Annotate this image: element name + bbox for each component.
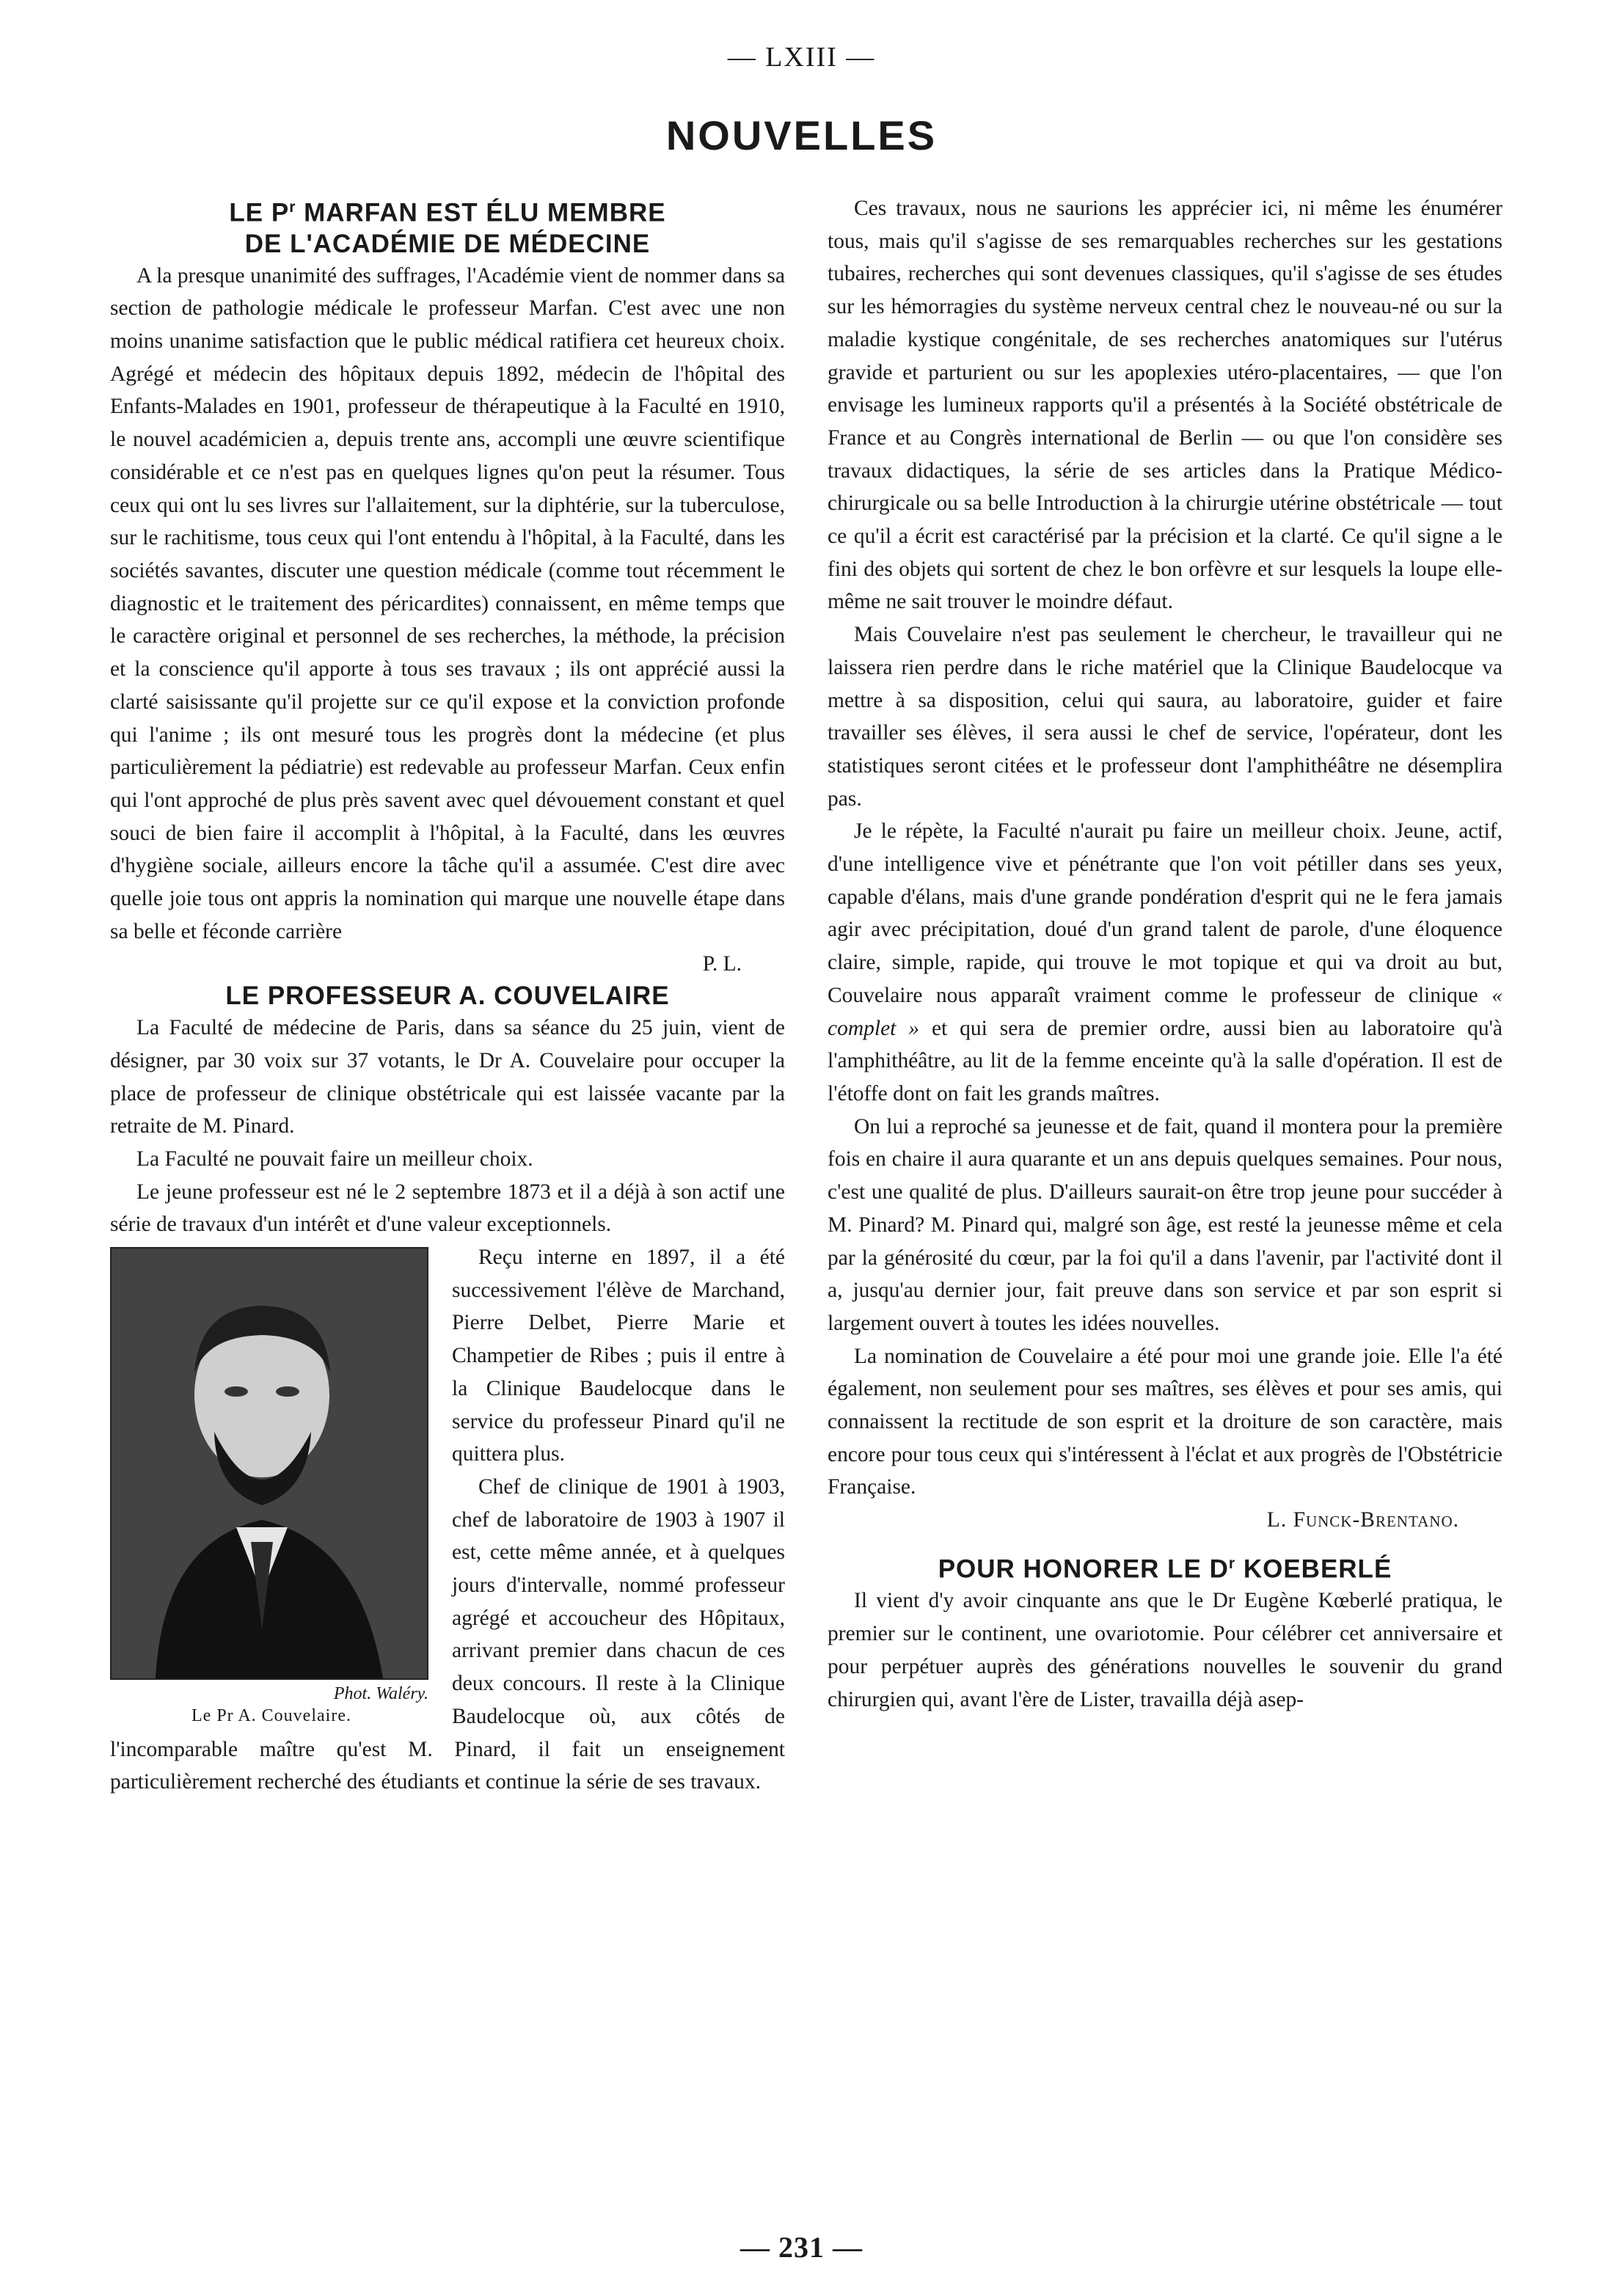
paragraph: La nomination de Couvelaire a été pour moi une grande joie. Elle l'a été également, non seulement pour ses maîtres, ses élèves et pour ses amis, qui connaissent la rectitude de son esprit et la droiture de son caractère, mais encore pour tous ceux qui s'intéressent à l'éclat et aux progrès de l'Obstétricie Française. xyxy=(828,1344,1502,1499)
right-column xyxy=(828,192,1502,1716)
heading-rest: KOEBERLÉ xyxy=(1235,1554,1392,1584)
heading-prefix: LE P xyxy=(229,198,290,227)
heading-rest: MARFAN EST ÉLU MEMBRE xyxy=(296,198,666,227)
page-number: — 231 — xyxy=(740,2231,863,2264)
heading-line2: DE L'ACADÉMIE DE MÉDECINE xyxy=(244,229,651,258)
paragraph: Le jeune professeur est né le 2 septembre 1873 et il a déjà à son actif une série de travaux d'un intérêt et d'une valeur exceptionnels. xyxy=(110,1180,785,1237)
emphasis-complet: « complet » xyxy=(828,983,1502,1040)
heading-sup: r xyxy=(289,199,296,216)
article-heading-koeberle xyxy=(828,1549,1502,1585)
page-header-roman: — LXIII — xyxy=(727,42,876,73)
paragraph-part: et qui sera de premier ordre, aussi bien au laboratoire qu'à l'amphithéâtre, au lit de la femme enceinte qu'à la salle d'opération. Il est de l'étoffe dont on fait les grands maîtres. xyxy=(828,1016,1502,1105)
heading-sup: r xyxy=(1228,1554,1236,1572)
paragraph: Reçu interne en 1897, il a été successivement l'élève de Marchand, Pierre Delbet, Pierre Marie et Champetier de Ribes ; puis il entre à la Clinique Baudelocque dans le service du professeur Pinard qu'il ne quittera plus. xyxy=(452,1246,785,1466)
section-title: NOUVELLES xyxy=(665,112,938,158)
paragraph: Chef de clinique de 1901 à 1903, chef de laboratoire de 1903 à 1907 il est, cette même année, et à quelques jours d'intervalle, nommé professeur agrégé et accoucheur des Hôpitaux, arrivant premier dans chacun de ces deux concours. Il reste à la Clinique Baudelocque où, aux côtés de l'incomparable maître qu'est M. Pinard, il fait un enseignement particulièrement recherché des étudiants et continue la série de ses travaux. xyxy=(110,1474,785,1794)
paragraph: La Faculté ne pouvait faire un meilleur choix. xyxy=(136,1147,533,1171)
signature-text: L. Funck-Brentano. xyxy=(1266,1508,1459,1532)
heading-prefix: POUR HONORER LE D xyxy=(938,1554,1229,1584)
portrait-illustration xyxy=(112,1248,427,1678)
paragraph-part: Je le répète, la Faculté n'aurait pu faire un meilleur choix. Jeune, actif, d'une intelligence vive et pénétrante que l'on voit pétiller dans ses yeux, capable d'élans, mais d'une grande pondération d'esprit qui ne le fera jamais agir avec précipitation, doué d'un grand talent de parole, d'une éloquence claire, simple, rapide, qui trouve le mot topique et qui va droit au but, Couvelaire nous apparaît vraiment comme le professeur de clinique xyxy=(828,819,1502,1007)
paragraph xyxy=(828,815,1502,1110)
left-column xyxy=(110,192,785,1799)
article-heading-marfan xyxy=(110,192,785,260)
signature-text: P. L. xyxy=(702,952,742,976)
photo-caption: Le Pr A. Couvelaire. xyxy=(191,1706,351,1726)
portrait-photo xyxy=(110,1247,428,1680)
article-heading-couvelaire: LE PROFESSEUR A. COUVELAIRE xyxy=(225,981,670,1011)
paragraph: Mais Couvelaire n'est pas seulement le chercheur, le travailleur qui ne laissera rien perdre dans le riche matériel que la Clinique Baudelocque va mettre à sa disposition, celui qui saura, au laboratoire, guider et faire travailler ses élèves, il sera aussi le chef de service, l'opérateur, dont les statistiques seront citées et le professeur dont l'amphithéâtre ne désemplira pas. xyxy=(828,623,1502,811)
paragraph: La Faculté de médecine de Paris, dans sa séance du 25 juin, vient de désigner, par 30 voix sur 37 votants, le Dr A. Couvelaire pour occuper la place de professeur de clinique obstétricale qui est laissée vacante par la retraite de M. Pinard. xyxy=(110,1016,785,1138)
paragraph: On lui a reproché sa jeunesse et de fait, quand il montera pour la première fois en chaire il aura quarante et un ans depuis quelques semaines. Pour nous, c'est une qualité de plus. D'ailleurs saurait-on être trop jeune pour succéder à M. Pinard? M. Pinard qui, malgré son âge, est resté la jeunesse même et cela par la générosité du cœur, par la foi qu'il a dans l'avenir, par l'activité dont il a, jusqu'au dernier jour, fait preuve dans son service et par son esprit si largement ouvert à toutes les idées nouvelles. xyxy=(828,1114,1502,1335)
paragraph: Il vient d'y avoir cinquante ans que le Dr Eugène Kœberlé pratiqua, le premier sur le continent, une ovariotomie. Pour célébrer cet anniversaire et pour perpétuer auprès des générations nouvelles le souvenir du grand chirurgien qui, avant l'ère de Lister, travailla déjà asep- xyxy=(828,1589,1502,1711)
signature-couvelaire xyxy=(828,1504,1502,1537)
paragraph: A la presque unanimité des suffrages, l'Académie vient de nommer dans sa section de pathologie médicale le professeur Marfan. C'est avec une non moins unanime satisfaction que le public médical ratifiera cet heureux choix. Agrégé et médecin des hôpitaux depuis 1892, médecin de l'hôpital des Enfants-Malades en 1901, professeur de thérapeutique à la Faculté en 1910, le nouvel académicien a, depuis trente ans, accompli une œuvre scientifique considérable et ce n'est pas en quelques lignes qu'on peut la résumer. Tous ceux qui ont lu ses livres sur l'allaitement, sur la diphtérie, sur la tuberculose, sur le rachitisme, tous ceux qui l'ont entendu à l'hôpital, à la Faculté, dans les sociétés savantes, discuter une question médicale (comme tout récemment le diagnostic et le traitement des péricardites) connaissent, en même temps que le caractère original et personnel de ses recherches, la méthode, la précision et la conscience qu'il apporte à tous ses travaux ; ils ont apprécié aussi la clarté saisissante qu'il projette sur ce qu'il expose et la conviction profonde qui l'anime ; ils ont mesuré tous les progrès dont la médecine (et plus particulièrement la pédiatrie) est redevable au professeur Marfan. Ceux enfin qui l'ont approché de plus près savent avec quel dévouement constant et quel souci de bien faire il accomplit à l'hôpital, à la Faculté, dans les œuvres d'hygiène sociale, ailleurs encore la tâche qu'il a assumée. C'est dire avec quelle joie tous ont appris la nomination qui marque une nouvelle étape dans sa belle et féconde carrière xyxy=(110,263,785,943)
paragraph: Ces travaux, nous ne saurions les apprécier ici, ni même les énumérer tous, mais qu'il s'agisse de ses remarquables recherches sur les gestations tubaires, recherches qui sont devenues classiques, qu'il s'agisse de ses études sur les hémorragies du système nerveux central chez le nouveau-né ou sur la maladie kystique congénitale, de ses recherches anatomiques sur l'utérus gravide et parturient ou sur les apoplexies utéro-placentaires, — que l'on envisage les lumineux rapports qu'il a présentés à la Société obstétricale de France et au Congrès international de Berlin — ou que l'on considère ses travaux didactiques, la série de ses articles dans la Pratique Médico-chirurgicale ou sa belle Introduction à la chirurgie utérine obstétricale — tout ce qu'il a écrit est caractérisé par la précision et la clarté. Ce qu'il signe a le fini des objets qui sortent de chez le bon orfèvre et sur lesquels la loupe elle-même ne sait trouver le moindre défaut. xyxy=(828,197,1502,614)
portrait-figure xyxy=(110,1247,433,1727)
photo-credit: Phot. Waléry. xyxy=(333,1684,428,1704)
signature-marfan xyxy=(110,948,785,981)
